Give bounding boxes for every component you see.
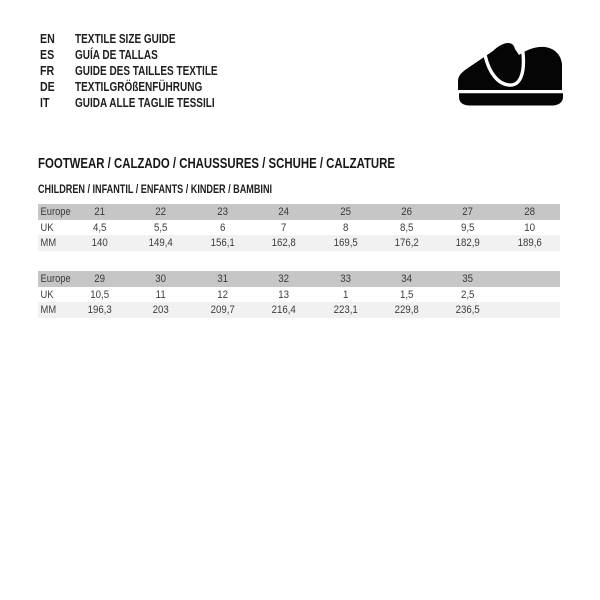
size-value: 11 <box>156 288 167 301</box>
language-label: TEXTILE SIZE GUIDE <box>75 32 176 46</box>
size-value: 8 <box>342 221 348 234</box>
size-value: 182,9 <box>455 237 481 250</box>
size-value: 27 <box>462 205 474 218</box>
size-value: 9,5 <box>461 221 475 234</box>
language-code: IT <box>40 96 50 110</box>
language-label: TEXTILGRÖßENFÜHRUNG <box>75 80 203 94</box>
size-value: 236,5 <box>455 304 481 317</box>
size-value: 32 <box>278 272 290 285</box>
language-row-en <box>40 31 253 47</box>
language-row-de <box>40 79 253 95</box>
size-value: 140 <box>91 237 108 250</box>
size-value: 229,8 <box>394 304 419 317</box>
size-value: 26 <box>401 205 412 218</box>
size-value: 203 <box>152 304 170 317</box>
section-title: FOOTWEAR / CALZADO / CHAUSSURES / SCHUHE / CALZATURE <box>38 155 395 172</box>
size-value: 4,5 <box>92 221 107 234</box>
table-row-europe <box>38 204 560 220</box>
size-value: 149,4 <box>148 237 174 250</box>
size-value: 2,5 <box>461 288 475 301</box>
size-value: 223,1 <box>333 304 358 317</box>
language-code: ES <box>40 48 55 62</box>
size-value: 33 <box>339 272 351 285</box>
language-label: GUÍA DE TALLAS <box>75 48 158 62</box>
size-value: 209,7 <box>210 304 235 317</box>
size-value: 176,2 <box>394 237 419 250</box>
size-value: 22 <box>155 205 167 218</box>
size-value: 24 <box>278 205 290 218</box>
row-label: MM <box>40 237 57 250</box>
language-code: FR <box>40 64 55 78</box>
row-label: Europe <box>40 272 71 285</box>
row-label: Europe <box>40 205 71 218</box>
size-value: 10 <box>523 221 535 234</box>
size-value: 12 <box>217 288 228 301</box>
table-row-mm <box>38 235 560 251</box>
size-value: 6 <box>219 221 226 234</box>
language-row-it <box>40 95 253 111</box>
size-value: 23 <box>217 205 228 218</box>
size-value: 29 <box>94 272 106 285</box>
size-value: 34 <box>401 272 412 285</box>
size-table-2 <box>38 271 560 318</box>
size-value: 7 <box>281 221 287 234</box>
size-value: 189,6 <box>517 237 542 250</box>
size-value: 25 <box>339 205 351 218</box>
size-value: 216,4 <box>271 304 296 317</box>
language-row-fr <box>40 63 253 79</box>
table-row-mm <box>38 302 560 318</box>
size-value: 13 <box>278 288 290 301</box>
row-label: MM <box>40 304 57 317</box>
size-value: 30 <box>155 272 167 285</box>
table-row-europe <box>38 271 560 287</box>
size-value: 28 <box>523 205 535 218</box>
size-value: 35 <box>462 272 474 285</box>
size-value: 156,1 <box>210 237 235 250</box>
size-value: 1 <box>342 288 348 301</box>
size-value: 10,5 <box>90 288 110 301</box>
size-value: 169,5 <box>333 237 358 250</box>
size-value: 5,5 <box>154 221 168 234</box>
size-table-1 <box>38 204 560 251</box>
language-label: GUIDA ALLE TAGLIE TESSILI <box>75 96 215 110</box>
row-label: UK <box>40 288 54 301</box>
language-row-es <box>40 47 253 63</box>
language-label: GUIDE DES TAILLES TEXTILE <box>75 64 218 78</box>
size-value: 8,5 <box>399 221 414 234</box>
row-label: UK <box>40 221 54 234</box>
language-code: DE <box>40 80 55 94</box>
children-shoe-icon <box>457 42 565 106</box>
table-row-uk <box>38 287 560 303</box>
size-value: 31 <box>217 272 228 285</box>
language-list <box>40 31 253 111</box>
size-value: 21 <box>94 205 106 218</box>
language-code: EN <box>40 32 55 46</box>
section-subtitle: CHILDREN / INFANTIL / ENFANTS / KINDER / BAMBINI <box>38 184 273 196</box>
size-value: 1,5 <box>399 288 414 301</box>
size-value: 196,3 <box>87 304 112 317</box>
table-row-uk <box>38 220 560 236</box>
size-value: 162,8 <box>271 237 296 250</box>
